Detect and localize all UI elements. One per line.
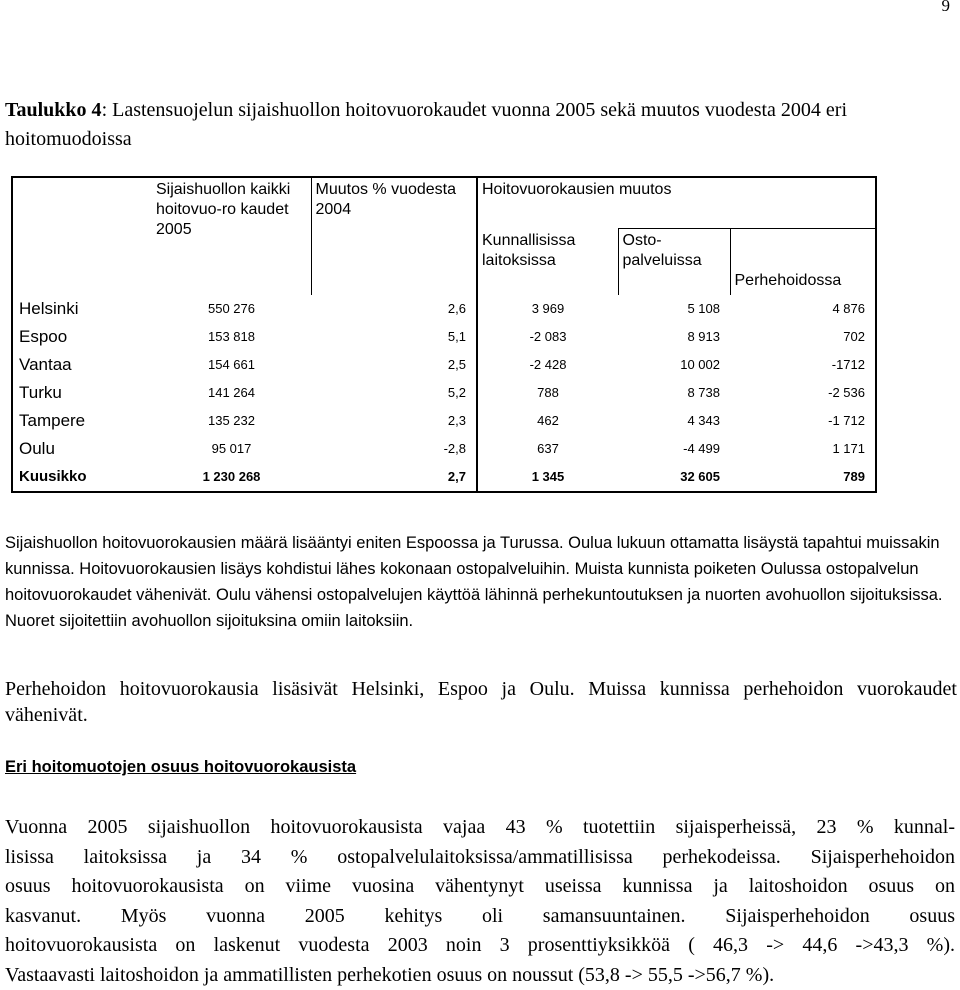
cell-change: 2,5 (311, 351, 477, 379)
cell-purchased: 32 605 (618, 463, 730, 492)
cell-municipal: -2 428 (477, 351, 618, 379)
cell-municipal: 1 345 (477, 463, 618, 492)
cell-change: 2,6 (311, 295, 477, 323)
cell-family: 4 876 (730, 295, 876, 323)
cell-family: -2 536 (730, 379, 876, 407)
row-name: Turku (12, 379, 152, 407)
caption-text: : Lastensuojelun sijaishuollon hoitovuorokaudet vuonna 2005 sekä muutos vuodesta 2004 eri hoitomuodoissa (5, 99, 847, 150)
cell-total: 153 818 (152, 323, 311, 351)
paragraph-3-line: Vuonna 2005 sijaishuollon hoitovuorokausista vajaa 43 % tuotettiin sijaisperheissä, 23 % kunnal- (5, 813, 955, 843)
caption-label: Taulukko 4 (5, 99, 102, 121)
cell-purchased: -4 499 (618, 435, 730, 463)
cell-purchased: 5 108 (618, 295, 730, 323)
cell-change: 2,7 (311, 463, 477, 492)
cell-family: 1 171 (730, 435, 876, 463)
page-number: 9 (942, 0, 951, 16)
header-group: Hoitovuorokausien muutos (477, 177, 876, 229)
cell-municipal: 637 (477, 435, 618, 463)
row-name: Kuusikko (12, 463, 152, 492)
header-family: Perhehoidossa (730, 229, 876, 295)
header-municipal: Kunnallisissa laitoksissa (477, 229, 618, 295)
header-change: Muutos % vuodesta 2004 (311, 177, 477, 295)
table-row (12, 323, 876, 351)
paragraph-3-line: kasvanut. Myös vuonna 2005 kehitys oli samansuuntainen. Sijaisperhehoidon osuus (5, 902, 955, 932)
row-name: Espoo (12, 323, 152, 351)
cell-change: -2,8 (311, 435, 477, 463)
table-row (12, 351, 876, 379)
cell-purchased: 10 002 (618, 351, 730, 379)
cell-total: 141 264 (152, 379, 311, 407)
section-heading: Eri hoitomuotojen osuus hoitovuorokausista (5, 758, 356, 777)
data-table (11, 176, 877, 493)
cell-total: 95 017 (152, 435, 311, 463)
cell-total: 135 232 (152, 407, 311, 435)
paragraph-3-line: osuus hoitovuorokausista on viime vuosina vähentynyt useissa kunnissa ja laitoshoidon osuus on (5, 872, 955, 902)
cell-family: -1 712 (730, 407, 876, 435)
row-name: Oulu (12, 435, 152, 463)
cell-purchased: 8 738 (618, 379, 730, 407)
cell-municipal: 788 (477, 379, 618, 407)
header-empty (12, 177, 152, 295)
cell-purchased: 4 343 (618, 407, 730, 435)
row-name: Tampere (12, 407, 152, 435)
header-total: Sijaishuollon kaikki hoitovuo-ro kaudet 2005 (152, 177, 311, 295)
cell-change: 2,3 (311, 407, 477, 435)
paragraph-3-line: hoitovuorokausista on laskenut vuodesta 2003 noin 3 prosenttiyksikköä ( 46,3 -> 44,6 ->43,3 %). (5, 931, 955, 961)
cell-municipal: 462 (477, 407, 618, 435)
cell-change: 5,2 (311, 379, 477, 407)
table-row (12, 379, 876, 407)
paragraph-3-line: lisissa laitoksissa ja 34 % ostopalvelulaitoksissa/ammatillisissa perhekodeissa. Sijaisperhehoidon (5, 843, 955, 873)
header-purchased: Osto-palveluissa (618, 229, 730, 295)
row-name: Vantaa (12, 351, 152, 379)
cell-family: 702 (730, 323, 876, 351)
paragraph-3 (5, 813, 955, 990)
table-row (12, 407, 876, 435)
cell-family: 789 (730, 463, 876, 492)
cell-purchased: 8 913 (618, 323, 730, 351)
paragraph-2: Perhehoidon hoitovuorokausia lisäsivät Helsinki, Espoo ja Oulu. Muissa kunnissa perhehoidon vuorokaudet vähenivät. (5, 676, 957, 728)
cell-change: 5,1 (311, 323, 477, 351)
table-row (12, 295, 876, 323)
paragraph-1: Sijaishuollon hoitovuorokausien määrä lisääntyi eniten Espoossa ja Turussa. Oulua lukuun ottamatta lisäystä tapahtui muissakin kunnissa. Hoitovuorokausien lisäys kohdistui lähes kokonaan ostopalveluihin. Muista kunnista poiketen Oulussa ostopalvelun hoitovuorokaudet vähenivät. Oulu vähensi ostopalvelujen käyttöä lähinnä perhekuntoutuksen ja nuorten avohuollon sijoituksissa. Nuoret sijoitettiin avohuollon sijoituksina omiin laitoksiin. (5, 530, 957, 634)
cell-total: 550 276 (152, 295, 311, 323)
table-caption (5, 96, 955, 154)
cell-family: -1712 (730, 351, 876, 379)
cell-municipal: -2 083 (477, 323, 618, 351)
cell-total: 154 661 (152, 351, 311, 379)
cell-total: 1 230 268 (152, 463, 311, 492)
row-name: Helsinki (12, 295, 152, 323)
table-row (12, 435, 876, 463)
paragraph-3-line: Vastaavasti laitoshoidon ja ammatillisten perhekotien osuus on noussut (53,8 -> 55,5 ->56,7 %). (5, 961, 955, 990)
cell-municipal: 3 969 (477, 295, 618, 323)
table-row-total (12, 463, 876, 492)
